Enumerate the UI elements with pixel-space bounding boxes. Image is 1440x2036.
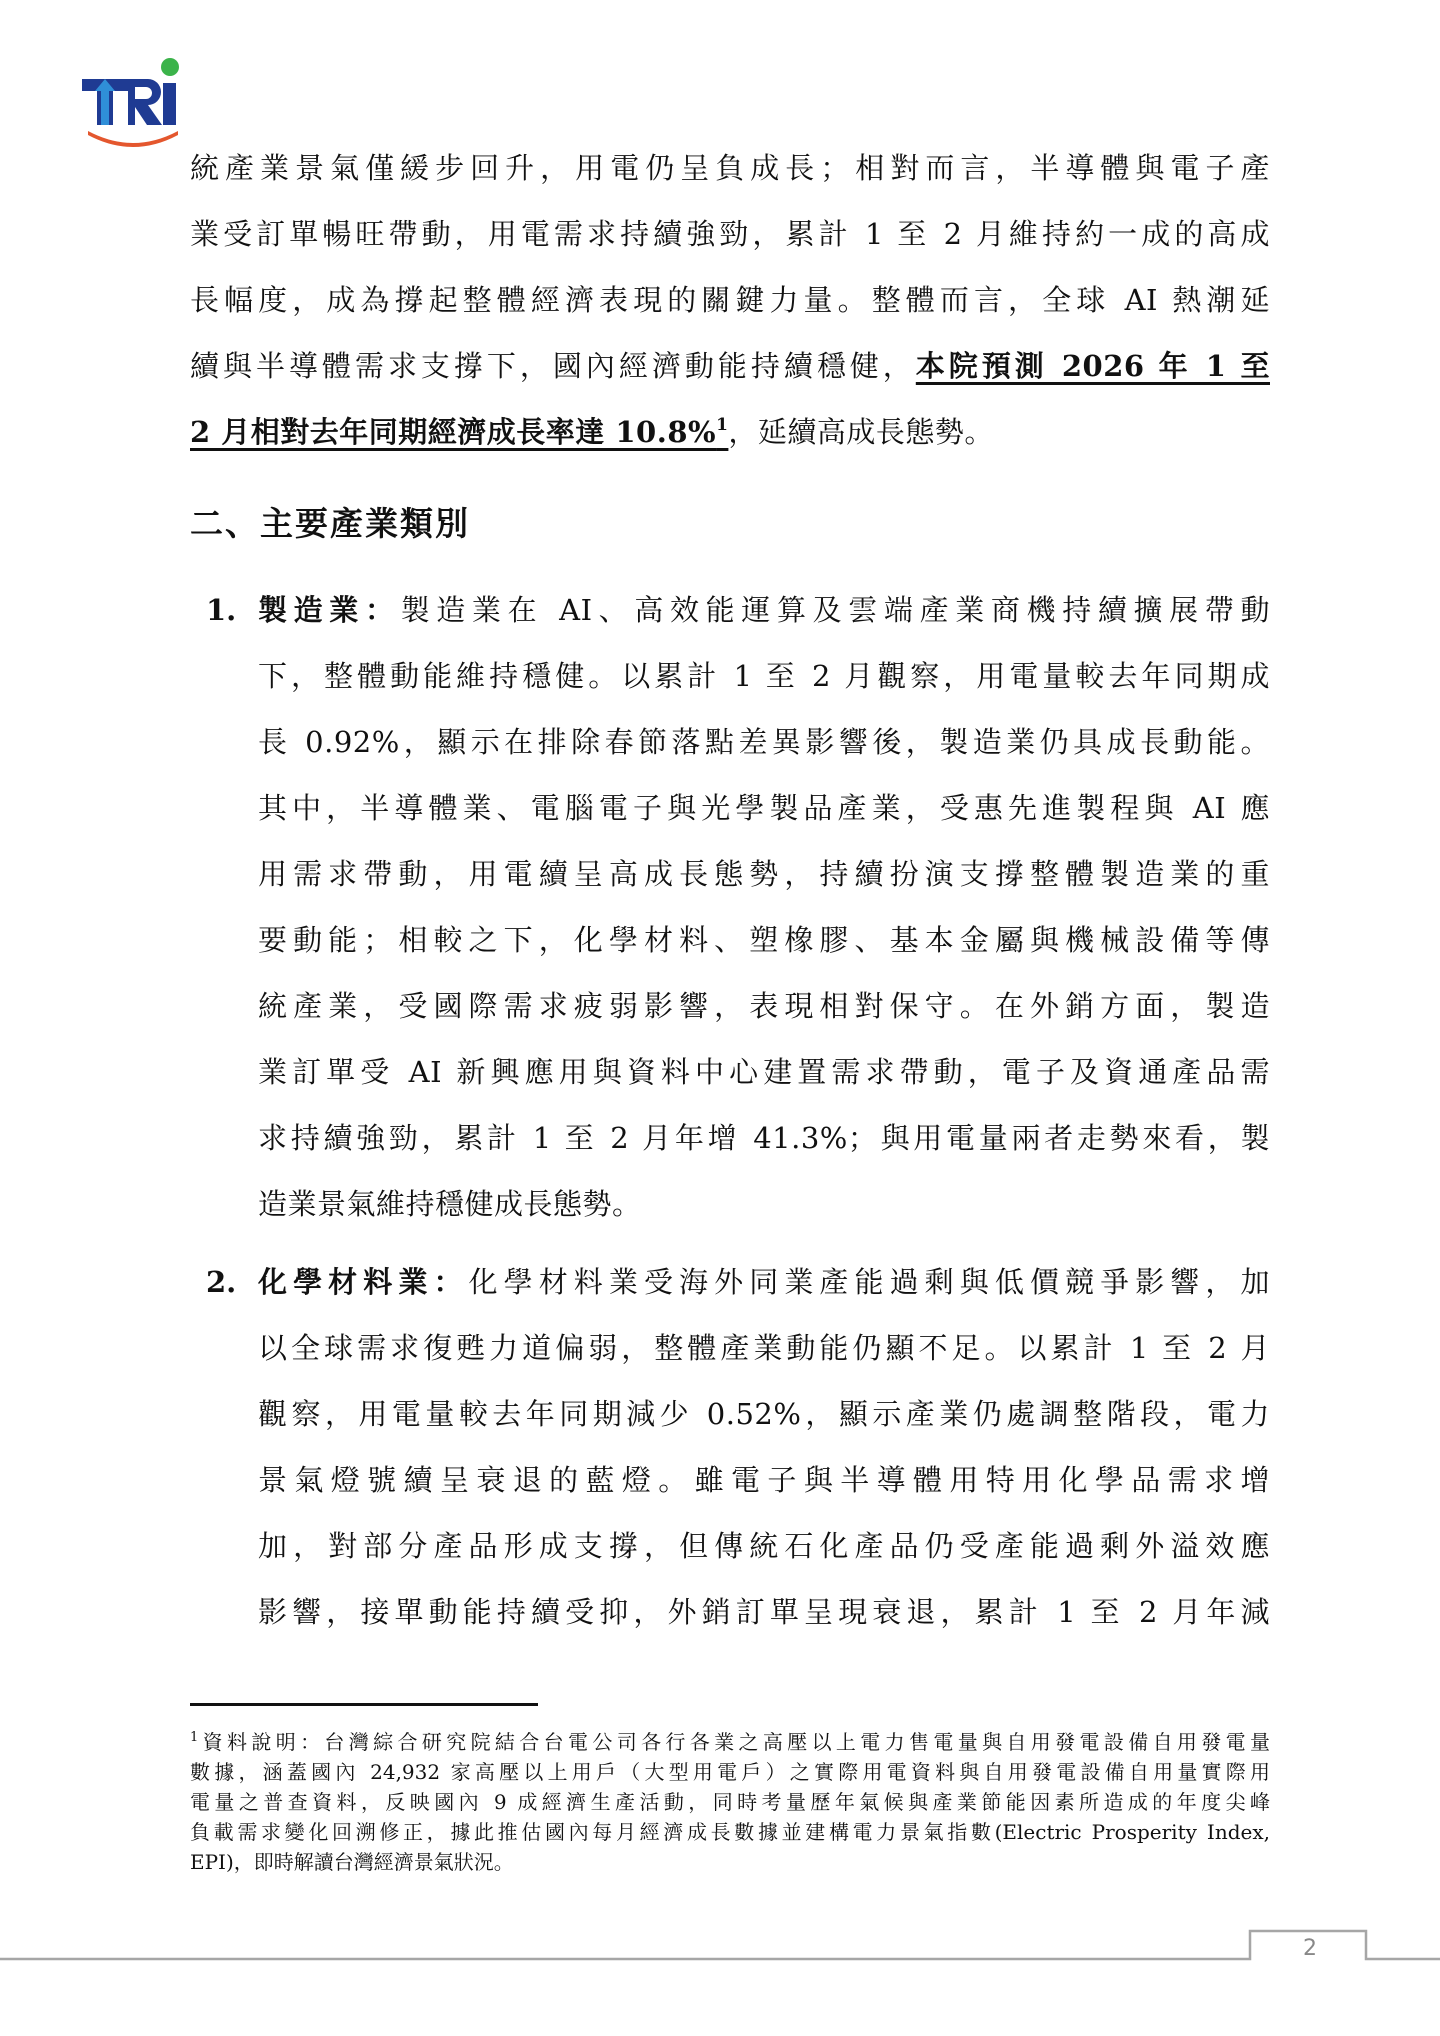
item-line: 用需求帶動，用電續呈高成長態勢，持續扮演支撐整體製造業的重 (258, 857, 1270, 891)
footnote-ref[interactable]: 1 (716, 415, 729, 435)
item-line: 業訂單受 AI 新興應用與資料中心建置需求帶動，電子及資通產品需 (258, 1055, 1270, 1089)
intro-line (190, 412, 1270, 452)
tri-logo (78, 55, 188, 150)
item-heading: 化學材料業： (258, 1265, 469, 1299)
item-line: 觀察，用電量較去年同期減少 0.52%，顯示產業仍處調整階段，電力 (258, 1397, 1270, 1431)
item-number: 1. (206, 593, 237, 627)
footnote-line: 數據，涵蓋國內 24,932 家高壓以上用戶（大型用電戶）之實際用電資料與自用發電設備自用量實際用 (190, 1760, 1270, 1784)
logo-r (128, 79, 162, 125)
item-line: 其中，半導體業、電腦電子與光學製品產業，受惠先進製程與 AI 應 (258, 791, 1270, 825)
item-first-line (258, 1262, 1270, 1302)
forecast-emphasis: 本院預測 2026 年 1 至 (915, 349, 1270, 383)
intro-line: 長幅度，成為撐起整體經濟表現的關鍵力量。整體而言，全球 AI 熱潮延 (190, 283, 1270, 317)
logo-i (163, 83, 176, 125)
footnote-line: EPI)，即時解讀台灣經濟景氣狀況。 (190, 1850, 514, 1874)
item-line: 影響，接單動能持續受抑，外銷訂單呈現衰退，累計 1 至 2 月年減 (258, 1595, 1270, 1629)
item-first-line (258, 590, 1270, 630)
intro-text: 續與半導體需求支撐下，國內經濟動能持續穩健， (190, 349, 916, 383)
item-line: 加，對部分產品形成支撐，但傳統石化產品仍受產能過剩外溢效應 (258, 1529, 1270, 1563)
intro-line: 統產業景氣僅緩步回升，用電仍呈負成長；相對而言，半導體與電子產 (190, 151, 1270, 185)
footnote-line: 電量之普查資料，反映國內 9 成經濟生產活動，同時考量歷年氣候與產業節能因素所造成的年度尖峰 (190, 1790, 1270, 1814)
intro-line: 業受訂單暢旺帶動，用電需求持續強勁，累計 1 至 2 月維持約一成的高成 (190, 217, 1270, 251)
section-title: 二、主要產業類別 (190, 504, 470, 543)
forecast-value: 2 月相對去年同期經濟成長率達 10.8% (190, 415, 717, 449)
item-text: 化學材料業受海外同業產能過剩與低價競爭影響，加 (468, 1265, 1270, 1299)
footnote-number: 1 (190, 1730, 199, 1745)
item-text: 製造業在 AI、高效能運算及雲端產業商機持續擴展帶動 (400, 593, 1270, 627)
footnote-line: 負載需求變化回溯修正，據此推估國內每月經濟成長數據並建構電力景氣指數(Electric Prosperity Index, (190, 1820, 1270, 1844)
footnote-text: 資料說明：台灣綜合研究院結合台電公司各行各業之高壓以上電力售電量與自用發電設備自用發電量 (198, 1730, 1270, 1754)
logo-green-dot (161, 58, 179, 76)
item-heading: 製造業： (258, 593, 401, 627)
item-line: 要動能；相較之下，化學材料、塑橡膠、基本金屬與機械設備等傳 (258, 923, 1270, 957)
item-number: 2. (206, 1265, 237, 1299)
item-line: 下，整體動能維持穩健。以累計 1 至 2 月觀察，用電量較去年同期成 (258, 659, 1270, 693)
item-line: 統產業，受國際需求疲弱影響，表現相對保守。在外銷方面，製造 (258, 989, 1270, 1023)
item-line: 求持續強勁，累計 1 至 2 月年增 41.3%；與用電量兩者走勢來看，製 (258, 1121, 1270, 1155)
intro-text: ，延續高成長態勢。 (728, 415, 994, 449)
item-line: 長 0.92%，顯示在排除春節落點差異影響後，製造業仍具成長動能。 (258, 725, 1270, 759)
footnote-separator (190, 1703, 538, 1706)
logo-smile (88, 131, 178, 147)
item-line: 以全球需求復甦力道偏弱，整體產業動能仍顯不足。以累計 1 至 2 月 (258, 1331, 1270, 1365)
footnote-line (190, 1728, 1270, 1756)
intro-line (190, 346, 1270, 386)
footer-rule (0, 1920, 1440, 1980)
item-line: 造業景氣維持穩健成長態勢。 (258, 1187, 642, 1221)
item-line: 景氣燈號續呈衰退的藍燈。雖電子與半導體用特用化學品需求增 (258, 1463, 1270, 1497)
forecast-emphasis (190, 415, 728, 449)
page-number: 2 (1303, 1936, 1317, 1961)
